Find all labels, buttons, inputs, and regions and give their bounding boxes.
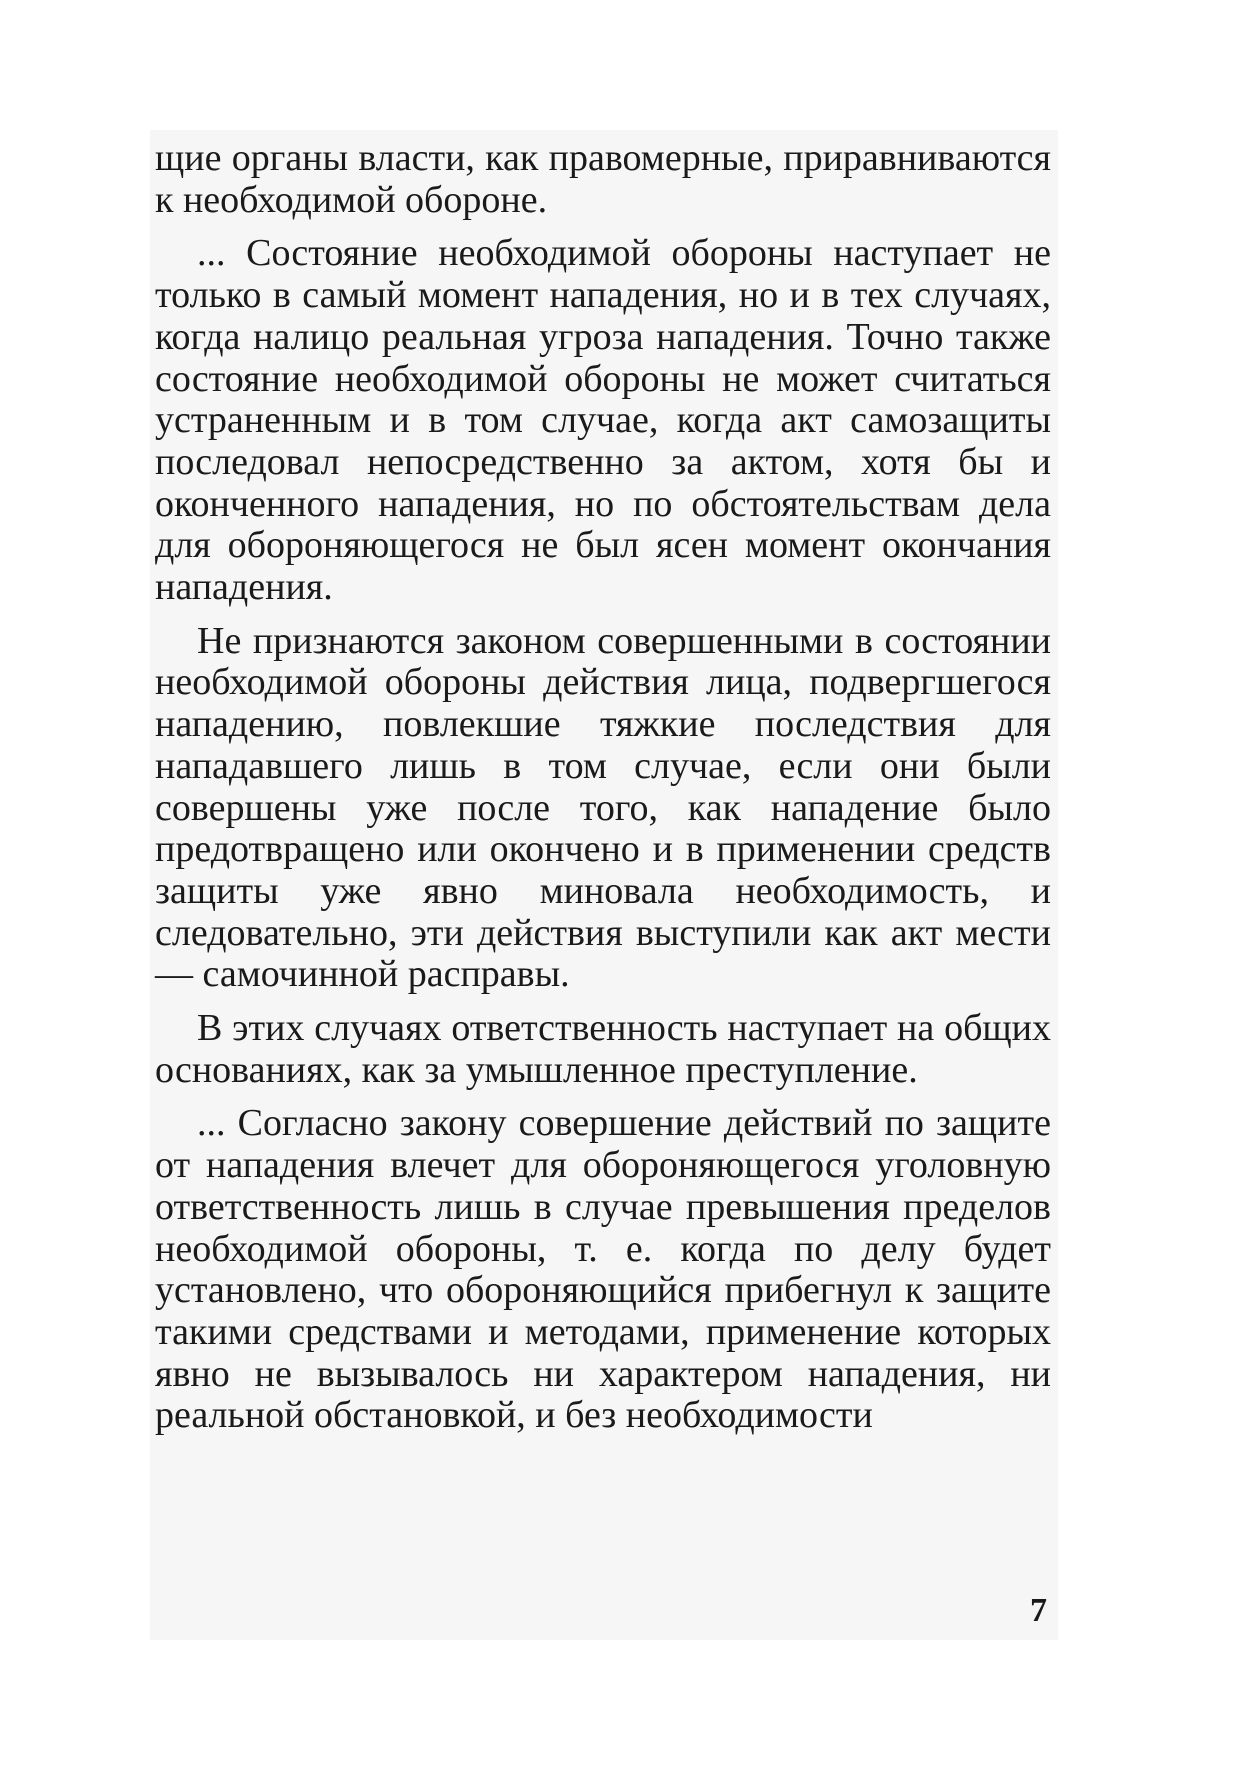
body-text [155,138,1051,1449]
page-number: 7 [1030,1592,1047,1629]
paragraph-1: щие органы власти, как правомерные, приравниваются к необходимой обороне. [155,137,1051,221]
paragraph-2: ... Состояние необходимой обороны наступает не только в самый момент нападения, но и в тех случаях, когда налицо реальная угроза нападения. Точно также состояние необходимой обороны не может считаться устраненным и в том случае, когда акт самозащиты последовал непосредственно за актом, хотя бы и оконченного нападения, но по обстоятельствам дела для обороняющегося не был ясен момент окончания нападения. [155,232,1051,609]
paragraph-3: Не признаются законом совершенными в состоянии необходимой обороны действия лица, подвергшегося нападению, повлекшие тяжкие последствия для нападавшего лишь в том случае, если они были совершены уже после того, как нападение было предотвращено или окончено и в применении средств защиты уже явно миновала необходимость, и следовательно, эти действия выступили как акт мести — самочинной расправы. [155,619,1051,996]
paragraph-5: ... Согласно закону совершение действий по защите от нападения влечет для обороняющегося уголовную ответственность лишь в случае превышения пределов необходимой обороны, т. е. когда по делу будет установлено, что обороняющийся прибегнул к защите такими средствами и методами, применение которых явно не вызывалось ни характером нападения, ни реальной обстановкой, и без необходимости [155,1102,1051,1437]
paragraph-4: В этих случаях ответственность наступает на общих основаниях, как за умышленное преступление. [155,1007,1051,1091]
